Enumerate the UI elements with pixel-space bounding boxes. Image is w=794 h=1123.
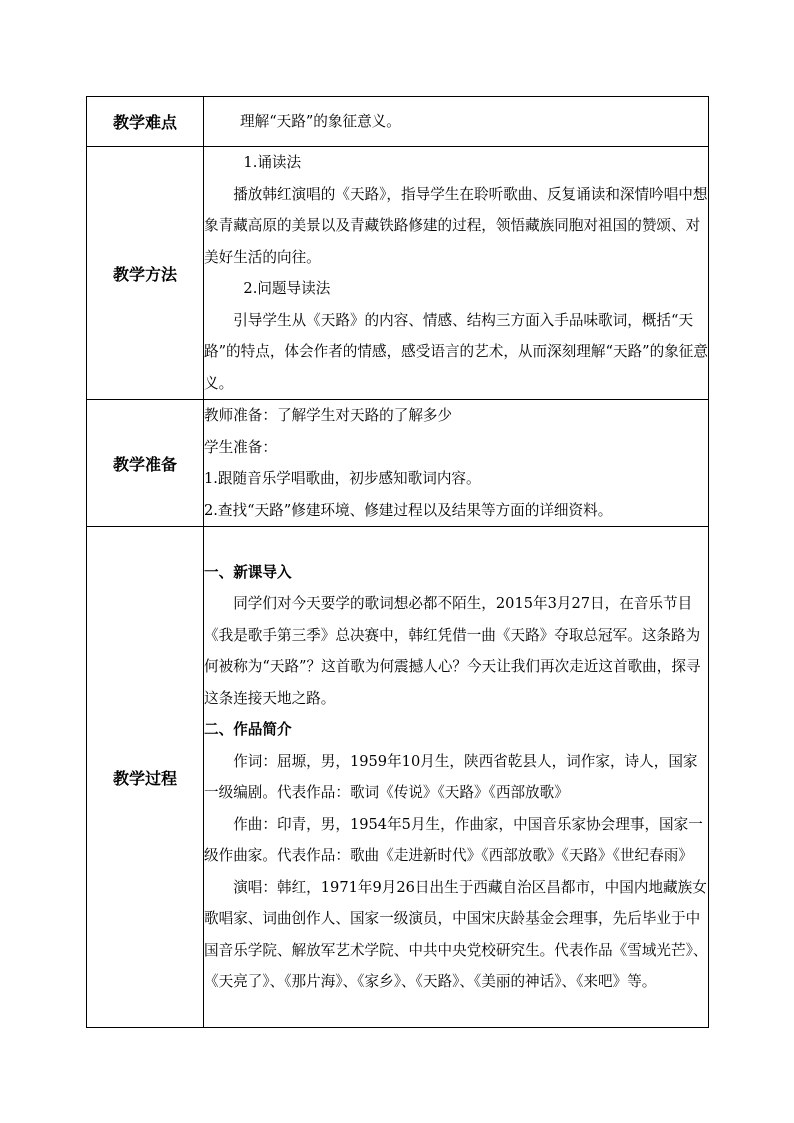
row-label: 教学方法 <box>87 147 204 400</box>
preparation-line: 2.查找“天路”修建环境、修建过程以及结果等方面的详细资料。 <box>204 501 613 519</box>
preparation-line: 1.跟随音乐学唱歌曲，初步感知歌词内容。 <box>204 470 481 487</box>
row-content <box>204 147 709 400</box>
section-paragraph: 同学们对今天要学的歌词想必都不陌生，2015年3月27日，在音乐节目《我是歌手第三季》总决赛中，韩红凭借一曲《天路》夺取总冠军。这条路为何被称为“天路”？这首歌为何震撼人心？今天让我们再次走近这首歌曲，探寻这条连接天地之路。 <box>204 595 701 707</box>
row-label: 教学难点 <box>87 97 204 147</box>
lyricist-paragraph: 作词：屈塬，男，1959年10月生，陕西省乾县人，词作家，诗人，国家一级编剧。代表作品：歌词《传说》《天路》《西部放歌》 <box>204 752 698 801</box>
row-teaching-preparation <box>87 400 709 527</box>
row-content <box>204 400 709 527</box>
lesson-plan-table <box>86 96 709 1028</box>
row-teaching-method <box>87 147 709 400</box>
row-teaching-process <box>87 527 709 1028</box>
preparation-line: 学生准备： <box>204 438 277 456</box>
preparation-line: 教师准备：了解学生对天路的了解多少 <box>204 407 453 424</box>
difficulty-text: 理解“天路”的象征意义。 <box>240 112 401 130</box>
method-paragraph: 引导学生从《天路》的内容、情感、结构三方面入手品味歌词，概括“天路”的特点，体会作者的情感，感受语言的艺术，从而深刻理解“天路”的象征意义。 <box>204 311 708 392</box>
composer-paragraph: 作曲：印青，男，1954年5月生，作曲家，中国音乐家协会理事，国家一级作曲家。代表作品：歌曲《走进新时代》《西部放歌》《天路》《世纪春雨》 <box>204 815 703 864</box>
method-heading: 2.问题导读法 <box>243 280 331 297</box>
row-content <box>204 527 709 1028</box>
section-heading: 一、新课导入 <box>204 563 292 581</box>
section-heading: 二、作品简介 <box>204 721 292 738</box>
singer-paragraph: 演唱：韩红，1971年9月26日出生于西藏自治区昌都市，中国内地藏族女歌唱家、词曲创作人、国家一级演员，中国宋庆龄基金会理事，先后毕业于中国音乐学院、解放军艺术学院、中共中央党校研究生。代表作品《雪域光芒》、《天亮了》、《那片海》、《家乡》、《天路》、《美丽的神话》、《来吧》等。 <box>204 878 708 990</box>
row-content <box>204 97 709 147</box>
row-label: 教学过程 <box>87 527 204 1028</box>
method-paragraph: 播放韩红演唱的《天路》，指导学生在聆听歌曲、反复诵读和深情吟唱中想象青藏高原的美景以及青藏铁路修建的过程，领悟藏族同胞对祖国的赞颂、对美好生活的向往。 <box>204 185 708 266</box>
row-teaching-difficulty <box>87 97 709 147</box>
row-label: 教学准备 <box>87 400 204 527</box>
method-heading: 1.诵读法 <box>243 154 302 171</box>
